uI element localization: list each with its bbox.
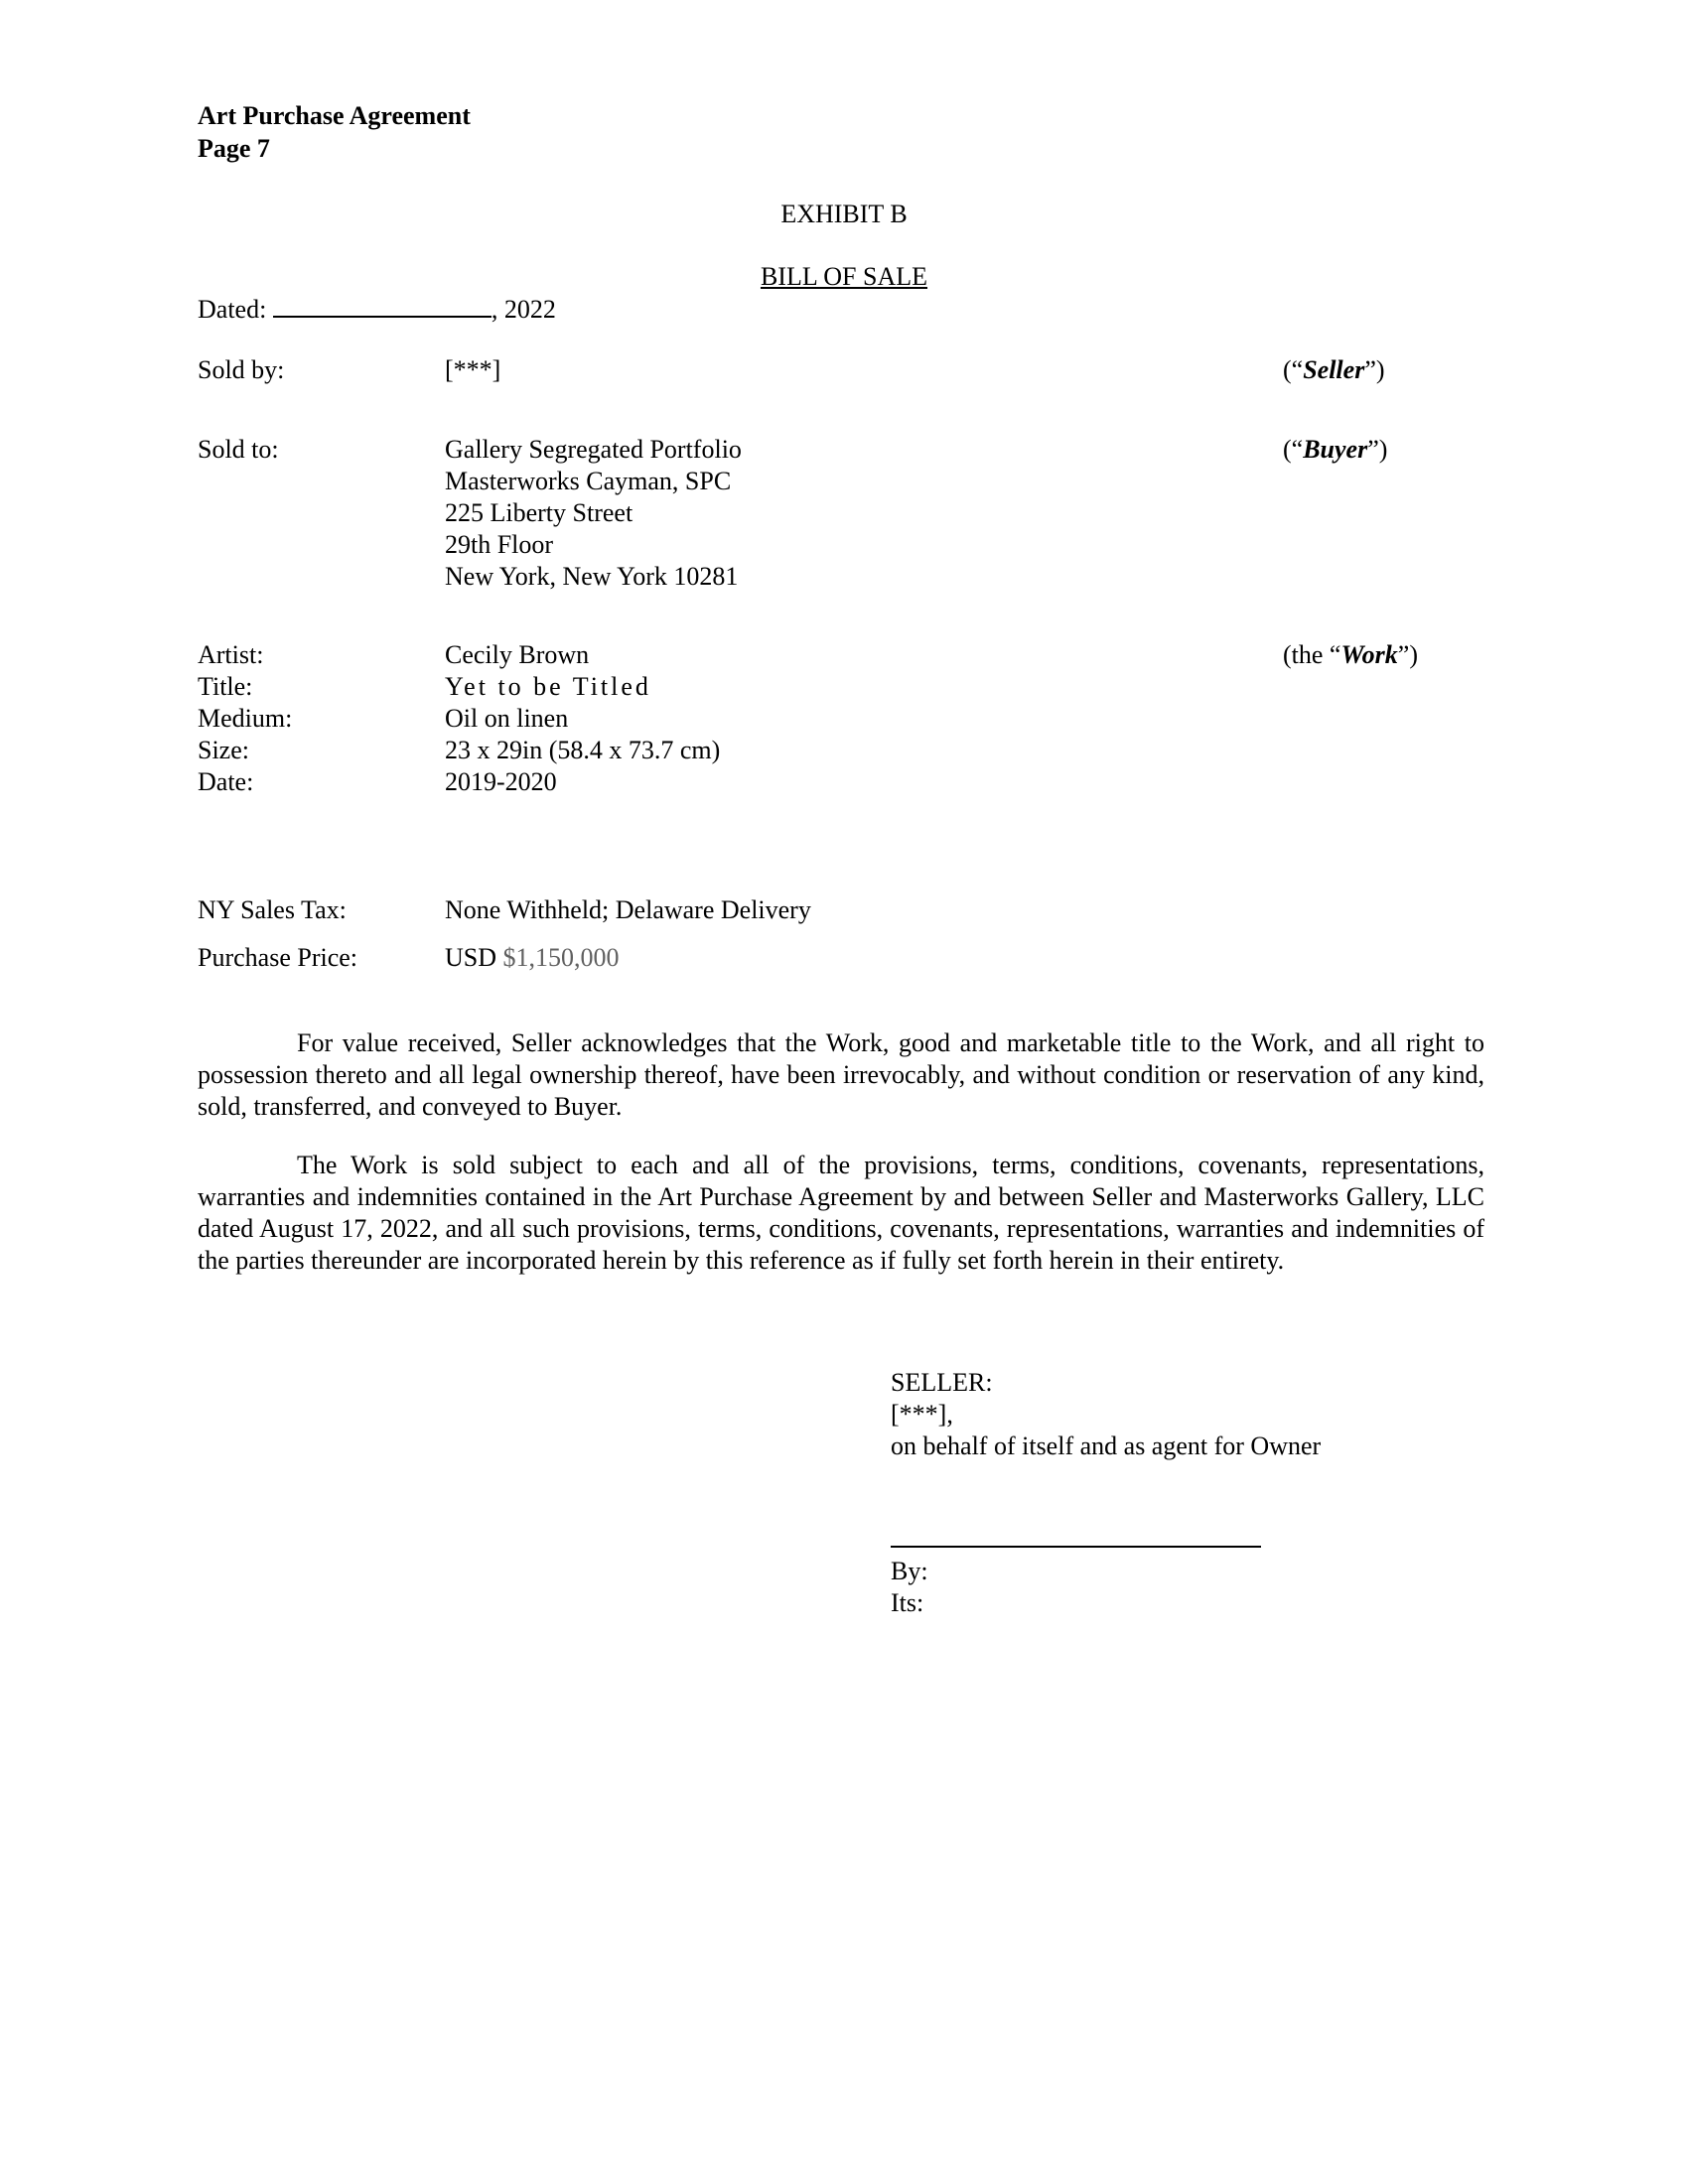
header-title: Art Purchase Agreement	[198, 101, 471, 130]
signature-party: [***],	[891, 1400, 953, 1429]
signature-capacity: on behalf of itself and as agent for Owner	[891, 1432, 1322, 1460]
sold-to-label: Sold to:	[198, 435, 279, 464]
date-value: 2019-2020	[445, 767, 557, 796]
work-term: Work	[1340, 640, 1398, 669]
sales-tax-label: NY Sales Tax:	[198, 895, 347, 924]
artist-value: Cecily Brown	[445, 640, 590, 669]
header-page-number: Page 7	[198, 134, 270, 163]
sales-tax-value: None Withheld; Delaware Delivery	[445, 895, 811, 924]
purchase-price-label: Purchase Price:	[198, 943, 358, 972]
signature-line	[891, 1546, 1261, 1548]
signatory-fields	[891, 1556, 928, 1619]
terms-paragraph: The Work is sold subject to each and all of the provisions, terms, conditions, covenants, representations, warranties and indemnities contained in the Art Purchase Agreement by and between Seller and Masterworks Gallery, LLC dated August 17, 2022, and all such provisions, terms, conditions, covenants, representations, warranties and indemnities of the parties thereunder are incorporated herein by this reference as if fully set forth herein in their entirety.	[198, 1151, 1484, 1275]
sold-by-value: [***]	[445, 355, 501, 384]
title-value: Yet to be Titled	[445, 672, 651, 701]
sold-to-line: Masterworks Cayman, SPC	[445, 467, 732, 495]
sold-to-line: Gallery Segregated Portfolio	[445, 435, 742, 464]
work-labels	[198, 639, 436, 798]
signature-heading: SELLER:	[891, 1368, 993, 1397]
buyer-term: Buyer	[1303, 435, 1368, 464]
work-defined-term: (the “Work”)	[1283, 640, 1418, 669]
sold-to-address	[445, 434, 742, 593]
title-label: Title:	[198, 672, 253, 701]
medium-value: Oil on linen	[445, 704, 569, 733]
size-label: Size:	[198, 736, 249, 764]
by-label: By:	[891, 1557, 928, 1585]
seller-defined-term: (“Seller”)	[1283, 355, 1385, 384]
seller-term: Seller	[1303, 355, 1365, 384]
work-values	[445, 639, 720, 798]
buyer-defined-term: (“Buyer”)	[1283, 435, 1388, 464]
purchase-price-value	[445, 942, 620, 974]
artist-label: Artist:	[198, 640, 264, 669]
sold-to-line: 29th Floor	[445, 530, 554, 559]
conveyance-paragraph: For value received, Seller acknowledges that the Work, good and marketable title to the Work, and all right to possession thereto and all legal ownership thereof, have been irrevocably, and without condition or reservation of any kind, sold, transferred, and conveyed to Buyer.	[198, 1028, 1484, 1121]
medium-label: Medium:	[198, 704, 293, 733]
sold-to-line: 225 Liberty Street	[445, 498, 633, 527]
document-header	[198, 99, 471, 165]
price-amount: $1,150,000	[502, 943, 620, 972]
dated-blank-line	[273, 292, 492, 318]
its-label: Its:	[891, 1588, 924, 1617]
date-label: Date:	[198, 767, 254, 796]
size-value: 23 x 29in (58.4 x 73.7 cm)	[445, 736, 721, 764]
dated-label: Dated:	[198, 295, 267, 324]
sold-by-label: Sold by:	[198, 355, 285, 384]
dated-line	[198, 292, 556, 326]
exhibit-title: EXHIBIT B	[780, 200, 908, 228]
signature-block	[891, 1367, 1321, 1462]
dated-year: , 2022	[491, 295, 556, 324]
bill-of-sale-title: BILL OF SALE	[760, 262, 928, 291]
price-currency: USD	[445, 943, 497, 972]
sold-to-line: New York, New York 10281	[445, 562, 739, 591]
